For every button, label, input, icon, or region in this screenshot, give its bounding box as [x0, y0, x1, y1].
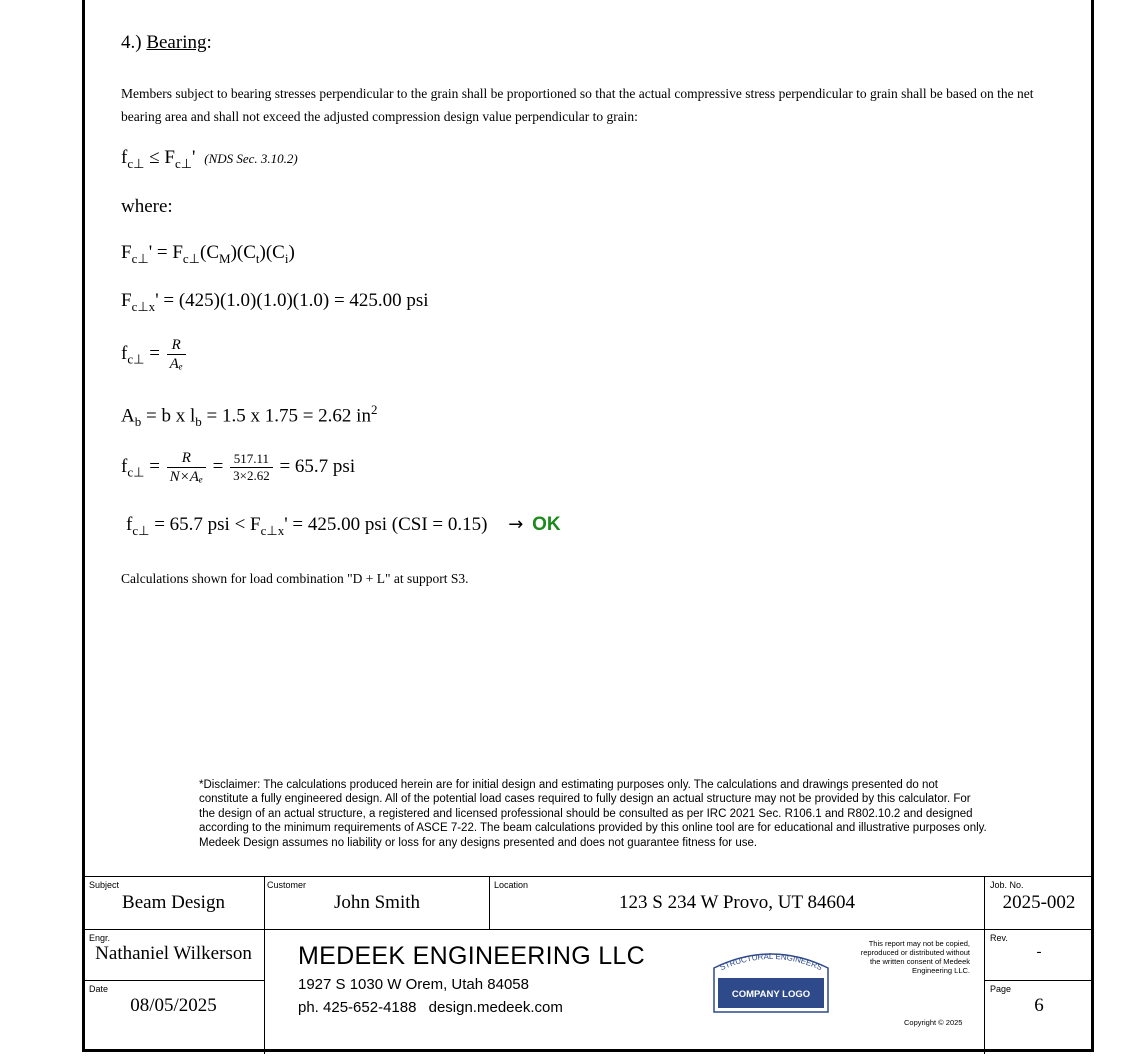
company-name: MEDEEK ENGINEERING LLC [298, 942, 645, 970]
company-logo [712, 948, 830, 1014]
page-number: 6 [1034, 995, 1044, 1016]
equation-bearing-stress: $f_{c\perp}$ = $\frac{R}{\text{Aₑ}}$ [121, 336, 188, 373]
page-label: Page [990, 984, 1012, 994]
fine-print: This report may not be copied, reproduced or distributed without the written consent of Medeek Engineering LLC. [860, 939, 970, 975]
equation-adjusted-value-numeric: $F_{c\perp x}' = (425)(1.0)(1.0)(1.0) = 425.00$ psi [121, 290, 429, 314]
company-address: 1927 S 1030 W Orem, Utah 84058 [298, 976, 529, 993]
title-block [82, 876, 1094, 1054]
location-label: Location [494, 880, 529, 890]
fraction-r-over-ab: $\frac{R}{\text{Aₑ}}$ [167, 336, 186, 373]
fraction-numeric: $\frac{517.11}{3\times 2.62}$ [230, 451, 273, 484]
nds-reference: (NDS Sec. 3.10.2) [204, 151, 298, 166]
ok-status: OK [532, 514, 561, 535]
equation-bearing-area: $A_b = b$ x $l_b = 1.5$ x 1.75 = 2.62 $in^2$ [121, 402, 378, 430]
engineer-value: Nathaniel Wilkerson [95, 943, 252, 964]
copyright: Copyright © 2025 [904, 1018, 963, 1027]
equation-bearing-stress-numeric: $f_{c\perp}$ = $\frac{R}{\text{N×Aₑ}}$ = $\frac{517.11}{3\times 2.62}$ = 65.7 psi [121, 450, 356, 485]
subject-value: Beam Design [122, 892, 225, 913]
company-contact [298, 999, 563, 1016]
logo-text: COMPANY LOGO [731, 989, 811, 1000]
intro-paragraph: Members subject to bearing stresses perpendicular to the grain shall be proportioned so that the actual compressive stress perpendicular to grain shall be based on the net bearing area and shall not exceed the adjusted compression design value perpendicular to grain: [121, 86, 1034, 124]
section-number: 4.) [121, 32, 142, 53]
logo-arc-text: STRUCTURAL ENGINEERS [718, 951, 824, 973]
company-website[interactable]: design.medeek.com [428, 999, 563, 1016]
date-label: Date [89, 984, 109, 994]
revision-label: Rev. [990, 933, 1008, 943]
date-value: 08/05/2025 [130, 995, 217, 1016]
equation-check-result: $f_{c\perp} = 65.7$ psi < $F_{c\perp x}' = 425.00$ psi (CSI = 0.15) → OK [126, 514, 561, 538]
equation-adjusted-design-value: $F_{c\perp}' = F_{c\perp}(C_M)(C_t)(C_i)$ [121, 242, 295, 266]
section-colon: : [206, 32, 212, 53]
fraction-r-over-nab: $\frac{R}{\text{N×Aₑ}}$ [167, 449, 206, 486]
engineer-label: Engr. [89, 933, 111, 943]
where-label: where: [121, 196, 173, 217]
load-combination-note: Calculations shown for load combination "D + L" at support S3. [121, 571, 469, 586]
section-title: Bearing [146, 32, 207, 53]
disclaimer: *Disclaimer: The calculations produced herein are for initial design and estimating purposes only. The calculations and drawings presented do not constitute a fully engineered design. All of the potential load cases required to fully design an actual structure may not be provided by this calculator. For the design of an actual structure, a registered and licensed professional should be consulted as per IRC 2021 Sec. R106.1 and R802.10.2 and designed according to the minimum requirements of ASCE 7-22. The beam calculations provided by this online tool are for educational and illustrative purposes only. Medeek Design assumes no liability or loss for any designs presented and does not guarantee fitness for use. [199, 779, 987, 849]
job-number-label: Job. No. [990, 880, 1024, 890]
job-number-value: 2025-002 [1002, 892, 1076, 913]
location-value: 123 S 234 W Provo, UT 84604 [619, 892, 855, 913]
customer-label: Customer [267, 880, 307, 890]
section-heading [121, 32, 212, 54]
right-arrow-icon: → [508, 514, 524, 535]
equation-requirement: $f_{c\perp} \le F_{c\perp}'$ (NDS Sec. 3.10.2) [121, 147, 298, 171]
company-phone: ph. 425-652-4188 [298, 999, 417, 1016]
revision-value: - [1036, 944, 1042, 960]
subject-label: Subject [89, 880, 120, 890]
customer-value: John Smith [333, 892, 421, 913]
